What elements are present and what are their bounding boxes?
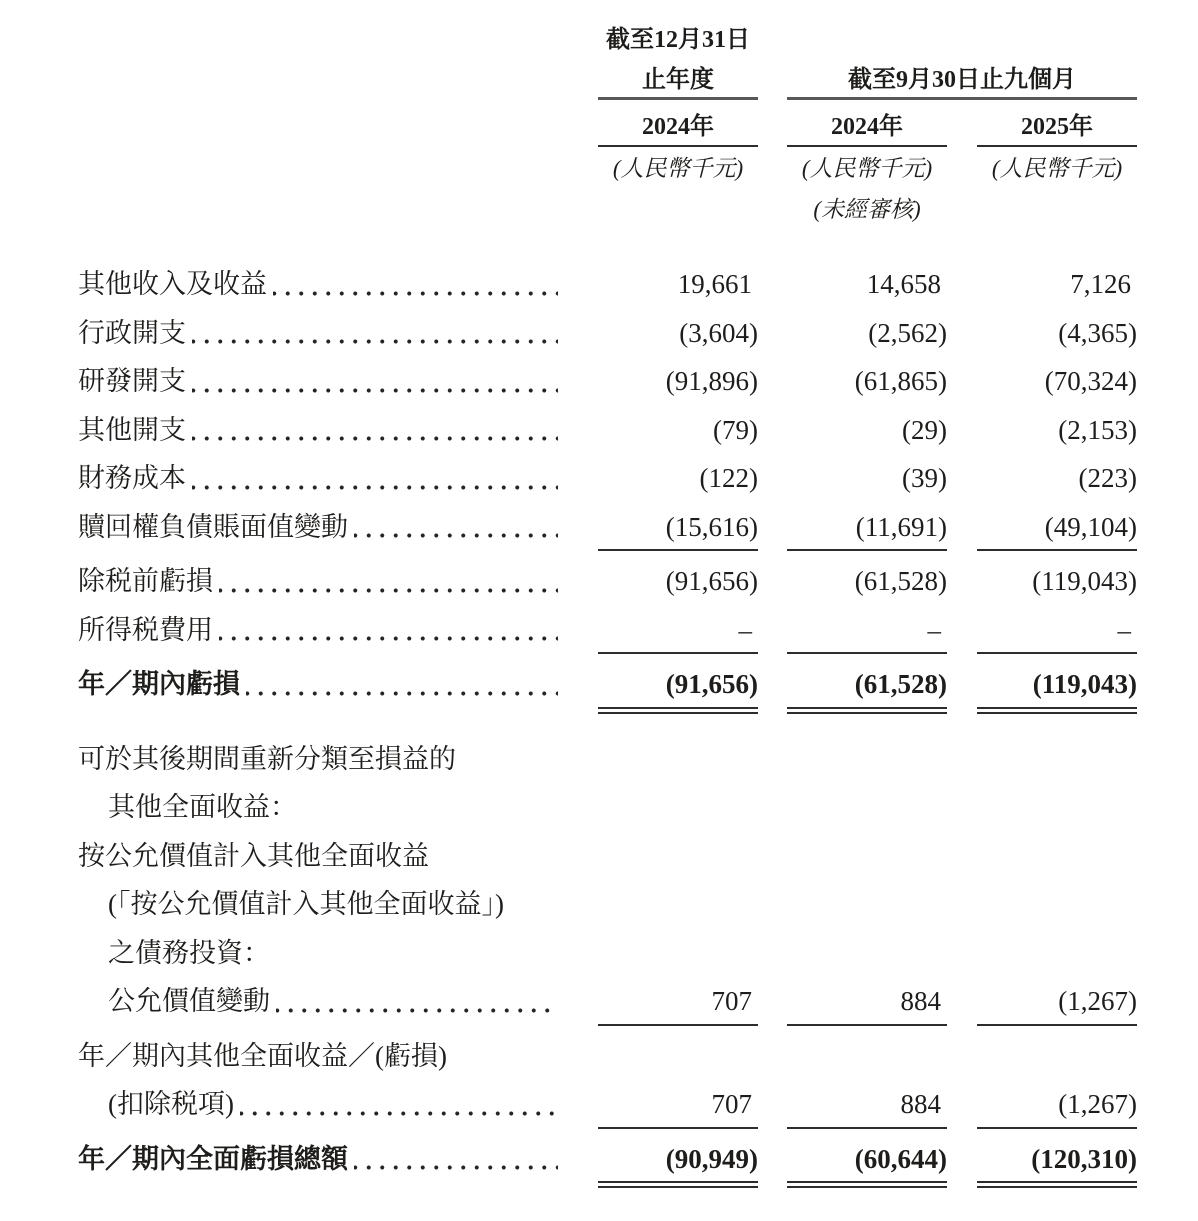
- value-cell: (39): [902, 463, 947, 493]
- value-cell: (79): [713, 414, 758, 445]
- value-cell: (29): [902, 414, 947, 445]
- row-label: 年／期內其他全面收益／(虧損): [78, 1040, 447, 1071]
- value-cell: (49,104): [977, 503, 1137, 552]
- value-cell: 14,658: [866, 269, 941, 299]
- value-cell: (120,310): [977, 1135, 1137, 1184]
- value-cell: (90,949): [598, 1135, 758, 1184]
- value-cell: 19,661: [677, 269, 752, 299]
- row-label-zone: [78, 735, 558, 784]
- value-cell: 884: [787, 1080, 947, 1129]
- table-row: [78, 260, 1198, 309]
- table-row: [78, 606, 1198, 655]
- table-row: [78, 503, 1198, 552]
- column-gap: [558, 660, 598, 709]
- dot-leader: [240, 1080, 558, 1129]
- value-cell: (1,267): [977, 1080, 1137, 1129]
- value-cell: 707: [598, 1080, 758, 1129]
- row-label: 年／期內虧損: [78, 669, 240, 699]
- dot-leader: [246, 660, 558, 709]
- row-label-zone: [78, 309, 558, 358]
- dot-leader: [219, 557, 558, 606]
- table-row: [78, 977, 1198, 1026]
- column-gap: [558, 1080, 598, 1129]
- column-gap: [558, 454, 598, 503]
- row-label-zone: [78, 660, 558, 709]
- period-column1-line2: 止年度: [598, 67, 758, 100]
- row-label-zone: [78, 503, 558, 552]
- table-row: [78, 454, 1198, 503]
- dot-leader: [354, 503, 558, 552]
- row-label: 可於其後期間重新分類至損益的: [78, 743, 456, 774]
- value-cell: 7,126: [1070, 269, 1131, 299]
- value-cell: (2,562): [868, 317, 947, 348]
- table-header: [598, 25, 1148, 223]
- row-label: 贖回權負債賬面值變動: [78, 511, 348, 542]
- value-cell: (4,365): [1058, 317, 1137, 348]
- value-cell: (122): [699, 463, 758, 493]
- dot-leader: [219, 606, 558, 655]
- table-row: [78, 880, 1198, 929]
- table-row: [78, 783, 1198, 832]
- value-cell: (91,656): [665, 566, 758, 596]
- value-cell: (1,267): [977, 977, 1137, 1026]
- table-row: [78, 557, 1198, 606]
- column-gap: [558, 606, 598, 655]
- table-row: [78, 735, 1198, 784]
- row-label: 研發開支: [78, 366, 186, 396]
- row-label: 年／期內全面虧損總額: [78, 1143, 348, 1174]
- value-cell: (70,324): [1044, 366, 1137, 396]
- column-gap: [558, 503, 598, 552]
- currency-note-col1: (人民幣千元): [612, 156, 744, 181]
- row-label: 其他收入及收益: [78, 269, 267, 299]
- table-row: [78, 406, 1198, 455]
- column-gap: [558, 260, 598, 309]
- dot-leader: [273, 260, 558, 309]
- row-label: 除税前虧損: [78, 566, 213, 596]
- row-label-zone: [78, 406, 558, 455]
- row-label-zone: [78, 454, 558, 503]
- value-cell: –: [977, 606, 1137, 655]
- column-gap: [558, 1135, 598, 1184]
- table-row: [78, 660, 1198, 709]
- table-row: [78, 1135, 1198, 1184]
- row-label-zone: [78, 783, 558, 832]
- row-label-zone: [78, 357, 558, 406]
- dot-leader: [192, 454, 558, 503]
- value-cell: (91,656): [598, 660, 758, 709]
- dot-leader: [192, 406, 558, 455]
- row-label-zone: [78, 1032, 558, 1081]
- value-cell: (2,153): [1058, 414, 1137, 445]
- column-gap: [558, 406, 598, 455]
- row-label-zone: [78, 557, 558, 606]
- column-gap: [558, 357, 598, 406]
- row-label: 公允價值變動: [108, 986, 270, 1016]
- table-body: [78, 260, 1198, 1183]
- row-label-zone: [78, 260, 558, 309]
- row-label: 按公允價值計入其他全面收益: [78, 840, 429, 871]
- dot-leader: [276, 977, 558, 1026]
- row-label-zone: [78, 977, 558, 1026]
- period-columns2-3: 截至9月30日止九個月: [787, 67, 1137, 100]
- year-header-col2: 2024年: [787, 114, 947, 147]
- column-gap: [558, 557, 598, 606]
- currency-note-col2: (人民幣千元): [801, 156, 933, 181]
- value-cell: –: [787, 606, 947, 655]
- table-row: [78, 309, 1198, 358]
- value-cell: (61,528): [787, 660, 947, 709]
- year-header-col1: 2024年: [598, 114, 758, 147]
- currency-note-col3: (人民幣千元): [991, 156, 1123, 181]
- row-label-zone: [78, 832, 558, 881]
- table-row: [78, 357, 1198, 406]
- value-cell: (119,043): [977, 660, 1137, 709]
- row-label: 其他全面收益：: [108, 792, 297, 822]
- value-cell: 884: [787, 977, 947, 1026]
- table-row: [78, 929, 1198, 978]
- value-cell: (61,865): [854, 366, 947, 396]
- column-gap: [558, 309, 598, 358]
- table-row: [78, 1032, 1198, 1081]
- value-cell: (61,528): [854, 566, 947, 596]
- row-label: (扣除税項): [108, 1089, 234, 1119]
- row-label: 之債務投資：: [108, 937, 270, 968]
- row-label-zone: [78, 1135, 558, 1184]
- unaudited-note-col2: (未經審核): [813, 197, 921, 222]
- row-label: 所得税費用: [78, 614, 213, 645]
- column-gap: [558, 977, 598, 1026]
- value-cell: (119,043): [1032, 566, 1137, 596]
- value-cell: (60,644): [787, 1135, 947, 1184]
- row-label: 財務成本: [78, 463, 186, 493]
- row-label-zone: [78, 929, 558, 978]
- table-row: [78, 1080, 1198, 1129]
- period-column1-line1: 截至12月31日: [606, 27, 750, 53]
- table-row: [78, 832, 1198, 881]
- value-cell: (15,616): [598, 503, 758, 552]
- row-label-zone: [78, 880, 558, 929]
- value-cell: (223): [1078, 463, 1137, 493]
- value-cell: (11,691): [787, 503, 947, 552]
- value-cell: –: [598, 606, 758, 655]
- row-label: (「按公允價值計入其他全面收益」): [108, 889, 504, 919]
- year-header-col3: 2025年: [977, 114, 1137, 147]
- row-label-zone: [78, 606, 558, 655]
- dot-leader: [354, 1135, 558, 1184]
- dot-leader: [192, 309, 558, 358]
- value-cell: 707: [598, 977, 758, 1026]
- row-label: 行政開支: [78, 317, 186, 348]
- dot-leader: [192, 357, 558, 406]
- value-cell: (91,896): [665, 366, 758, 396]
- value-cell: (3,604): [679, 317, 758, 348]
- row-label: 其他開支: [78, 414, 186, 445]
- row-label-zone: [78, 1080, 558, 1129]
